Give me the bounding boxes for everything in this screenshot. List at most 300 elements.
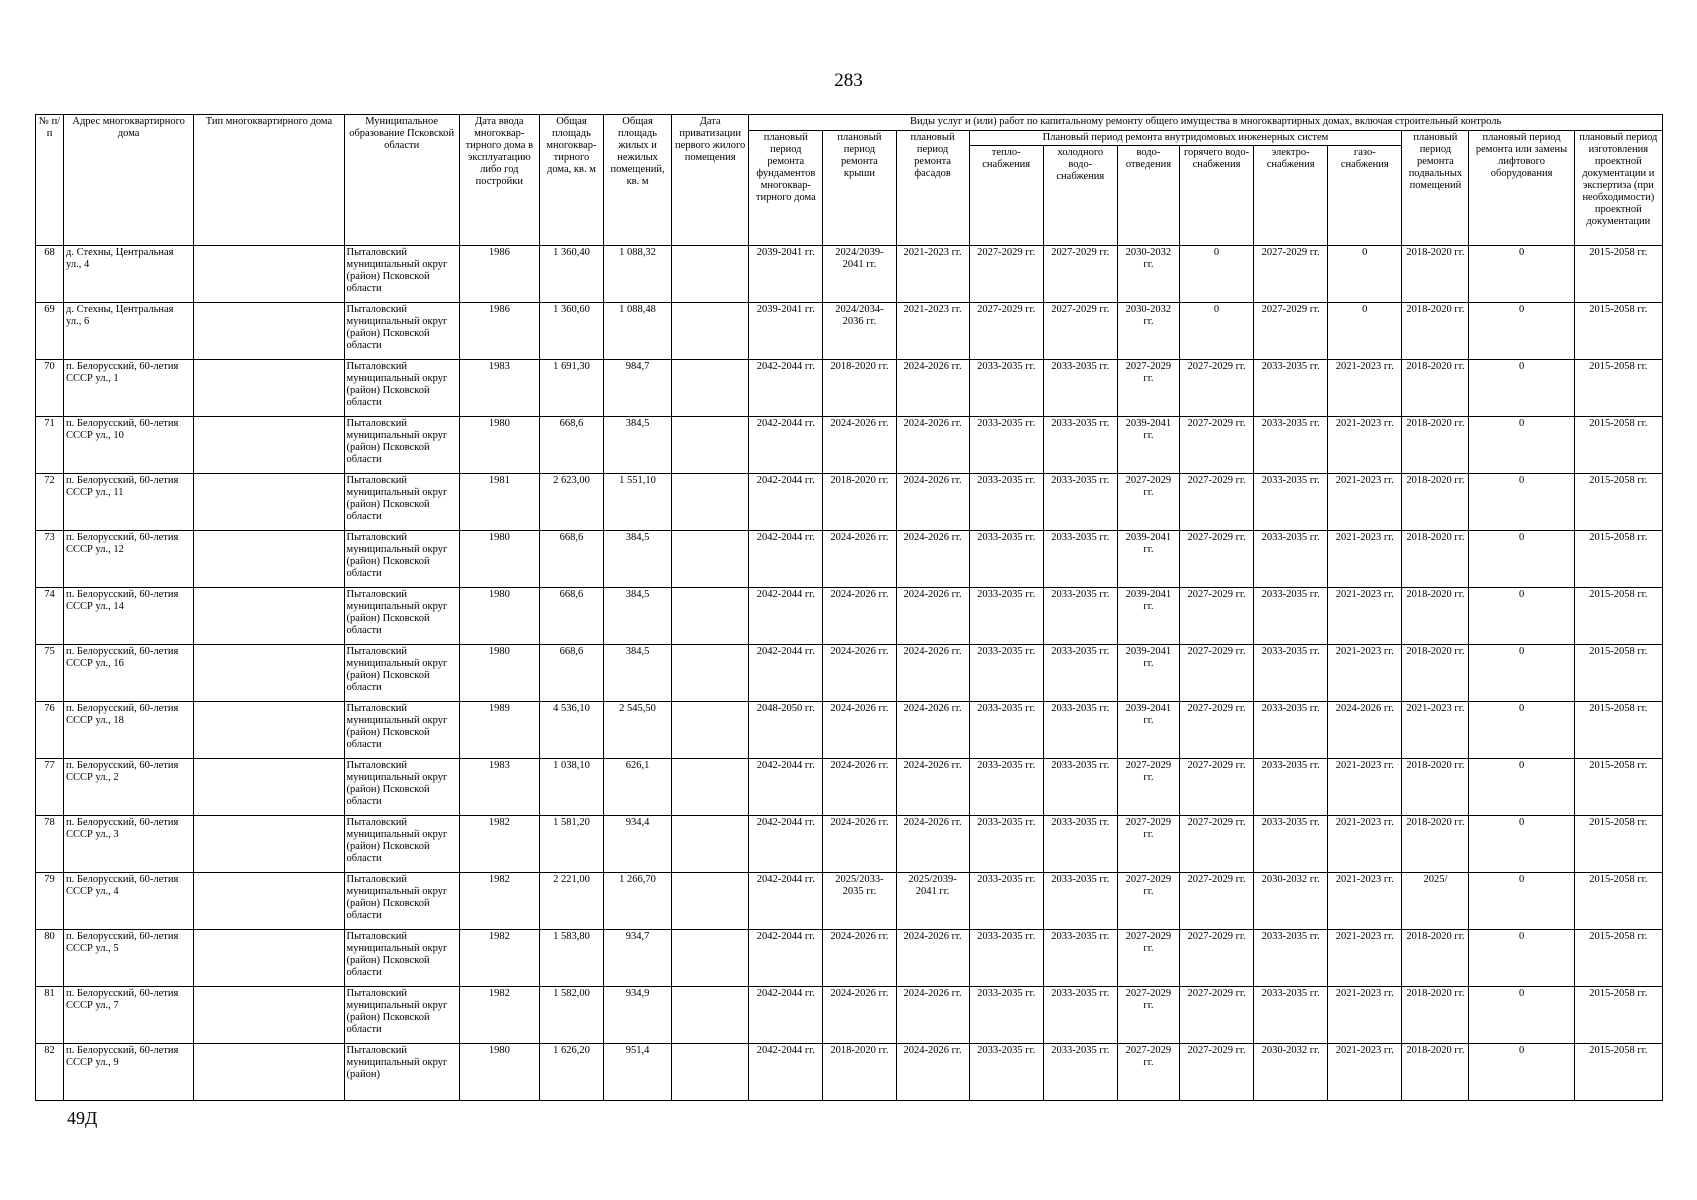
cell-gas: 2021-2023 гг. [1328,417,1402,474]
cell-foundation: 2042-2044 гг. [749,645,823,702]
cell-type [194,759,344,816]
cell-total-area: 668,6 [539,588,603,645]
header-gas: газо-снабжения [1328,146,1402,246]
header-total-area: Общая площадь многоквар-тирного дома, кв. м [539,115,603,246]
cell-num: 79 [36,873,64,930]
cell-gas: 2021-2023 гг. [1328,930,1402,987]
cell-design: 2015-2058 гг. [1574,1044,1662,1101]
cell-address: п. Белорусский, 60-летия СССР ул., 2 [64,759,194,816]
cell-living-area: 384,5 [604,531,672,588]
cell-living-area: 934,7 [604,930,672,987]
cell-elevator: 0 [1469,417,1574,474]
cell-facade: 2024-2026 гг. [896,531,969,588]
cell-design: 2015-2058 гг. [1574,531,1662,588]
cell-type [194,417,344,474]
cell-heat: 2033-2035 гг. [969,417,1043,474]
cell-privatization [672,303,749,360]
cell-type [194,873,344,930]
cell-facade: 2024-2026 гг. [896,930,969,987]
table-row [36,531,1663,588]
table-row [36,873,1663,930]
cell-hot-water: 2027-2029 гг. [1179,1044,1253,1101]
cell-basement: 2018-2020 гг. [1402,645,1469,702]
cell-privatization [672,987,749,1044]
cell-type [194,474,344,531]
cell-facade: 2021-2023 гг. [896,246,969,303]
cell-sewer: 2039-2041 гг. [1117,531,1179,588]
cell-basement: 2018-2020 гг. [1402,474,1469,531]
cell-basement: 2018-2020 гг. [1402,816,1469,873]
cell-gas: 2021-2023 гг. [1328,759,1402,816]
cell-basement: 2018-2020 гг. [1402,588,1469,645]
cell-type [194,531,344,588]
table-row [36,930,1663,987]
cell-design: 2015-2058 гг. [1574,246,1662,303]
header-sewer: водо-отведения [1117,146,1179,246]
cell-electric: 2033-2035 гг. [1254,474,1328,531]
cell-hot-water: 2027-2029 гг. [1179,588,1253,645]
cell-electric: 2033-2035 гг. [1254,588,1328,645]
cell-gas: 2021-2023 гг. [1328,474,1402,531]
cell-living-area: 384,5 [604,645,672,702]
cell-living-area: 1 088,48 [604,303,672,360]
cell-basement: 2025/ [1402,873,1469,930]
cell-num: 74 [36,588,64,645]
cell-living-area: 1 266,70 [604,873,672,930]
cell-basement: 2018-2020 гг. [1402,759,1469,816]
table-row [36,816,1663,873]
cell-gas: 2024-2026 гг. [1328,702,1402,759]
header-elevator: плановый период ремонта или замены лифтового оборудования [1469,131,1574,246]
cell-heat: 2033-2035 гг. [969,759,1043,816]
cell-living-area: 2 545,50 [604,702,672,759]
cell-hot-water: 2027-2029 гг. [1179,474,1253,531]
cell-privatization [672,246,749,303]
table-row [36,1044,1663,1101]
cell-heat: 2033-2035 гг. [969,531,1043,588]
cell-type [194,930,344,987]
cell-commission: 1980 [459,531,539,588]
cell-elevator: 0 [1469,816,1574,873]
cell-cold-water: 2033-2035 гг. [1043,474,1117,531]
table-row [36,417,1663,474]
cell-commission: 1980 [459,588,539,645]
cell-commission: 1981 [459,474,539,531]
cell-total-area: 1 038,10 [539,759,603,816]
cell-roof: 2024-2026 гг. [823,759,896,816]
cell-heat: 2033-2035 гг. [969,987,1043,1044]
cell-cold-water: 2033-2035 гг. [1043,531,1117,588]
cell-commission: 1980 [459,1044,539,1101]
table-row [36,759,1663,816]
cell-cold-water: 2033-2035 гг. [1043,873,1117,930]
cell-foundation: 2042-2044 гг. [749,588,823,645]
header-basement: плановый период ремонта подвальных помещений [1402,131,1469,246]
cell-basement: 2018-2020 гг. [1402,987,1469,1044]
cell-basement: 2018-2020 гг. [1402,531,1469,588]
cell-privatization [672,873,749,930]
cell-total-area: 1 691,30 [539,360,603,417]
capital-repair-table [35,114,1663,1101]
header-facade: плановый период ремонта фасадов [896,131,969,246]
cell-elevator: 0 [1469,873,1574,930]
cell-elevator: 0 [1469,246,1574,303]
cell-commission: 1982 [459,816,539,873]
cell-foundation: 2042-2044 гг. [749,987,823,1044]
cell-gas: 0 [1328,246,1402,303]
cell-roof: 2024/2039-2041 гг. [823,246,896,303]
cell-cold-water: 2027-2029 гг. [1043,303,1117,360]
cell-hot-water: 2027-2029 гг. [1179,873,1253,930]
cell-municipality: Пыталовский муниципальный округ (район) Псковской области [344,360,459,417]
cell-sewer: 2027-2029 гг. [1117,873,1179,930]
cell-municipality: Пыталовский муниципальный округ (район) Псковской области [344,987,459,1044]
footer-code: 49Д [67,1108,98,1128]
cell-hot-water: 2027-2029 гг. [1179,816,1253,873]
cell-total-area: 1 360,40 [539,246,603,303]
cell-electric: 2030-2032 гг. [1254,1044,1328,1101]
cell-commission: 1982 [459,987,539,1044]
cell-facade: 2024-2026 гг. [896,759,969,816]
cell-facade: 2024-2026 гг. [896,702,969,759]
cell-num: 73 [36,531,64,588]
cell-gas: 2021-2023 гг. [1328,1044,1402,1101]
header-foundation: плановый период ремонта фундаментов многоквар-тирного дома [749,131,823,246]
cell-elevator: 0 [1469,303,1574,360]
cell-municipality: Пыталовский муниципальный округ (район) Псковской области [344,246,459,303]
cell-roof: 2018-2020 гг. [823,360,896,417]
cell-elevator: 0 [1469,360,1574,417]
cell-municipality: Пыталовский муниципальный округ (район) Псковской области [344,303,459,360]
cell-municipality: Пыталовский муниципальный округ (район) Псковской области [344,816,459,873]
cell-type [194,588,344,645]
cell-elevator: 0 [1469,474,1574,531]
cell-heat: 2033-2035 гг. [969,702,1043,759]
cell-roof: 2024-2026 гг. [823,588,896,645]
cell-electric: 2033-2035 гг. [1254,987,1328,1044]
cell-address: п. Белорусский, 60-летия СССР ул., 16 [64,645,194,702]
cell-hot-water: 2027-2029 гг. [1179,759,1253,816]
cell-sewer: 2039-2041 гг. [1117,588,1179,645]
cell-elevator: 0 [1469,588,1574,645]
cell-hot-water: 2027-2029 гг. [1179,930,1253,987]
cell-num: 70 [36,360,64,417]
cell-gas: 0 [1328,303,1402,360]
cell-municipality: Пыталовский муниципальный округ (район) Псковской области [344,759,459,816]
cell-municipality: Пыталовский муниципальный округ (район) [344,1044,459,1101]
cell-roof: 2024-2026 гг. [823,816,896,873]
cell-sewer: 2030-2032 гг. [1117,246,1179,303]
cell-facade: 2024-2026 гг. [896,588,969,645]
cell-commission: 1982 [459,873,539,930]
cell-address: п. Белорусский, 60-летия СССР ул., 18 [64,702,194,759]
cell-sewer: 2039-2041 гг. [1117,417,1179,474]
cell-electric: 2033-2035 гг. [1254,417,1328,474]
cell-design: 2015-2058 гг. [1574,702,1662,759]
cell-roof: 2024/2034-2036 гг. [823,303,896,360]
cell-living-area: 626,1 [604,759,672,816]
cell-privatization [672,474,749,531]
cell-design: 2015-2058 гг. [1574,987,1662,1044]
cell-design: 2015-2058 гг. [1574,474,1662,531]
cell-hot-water: 0 [1179,303,1253,360]
cell-address: п. Белорусский, 60-летия СССР ул., 3 [64,816,194,873]
cell-total-area: 668,6 [539,531,603,588]
cell-sewer: 2027-2029 гг. [1117,360,1179,417]
cell-type [194,816,344,873]
cell-foundation: 2039-2041 гг. [749,303,823,360]
cell-living-area: 384,5 [604,588,672,645]
cell-foundation: 2042-2044 гг. [749,759,823,816]
cell-foundation: 2048-2050 гг. [749,702,823,759]
cell-hot-water: 2027-2029 гг. [1179,417,1253,474]
cell-facade: 2025/2039-2041 гг. [896,873,969,930]
header-municipality: Муниципальное образование Псковской области [344,115,459,246]
cell-facade: 2024-2026 гг. [896,360,969,417]
cell-foundation: 2042-2044 гг. [749,474,823,531]
cell-electric: 2033-2035 гг. [1254,702,1328,759]
cell-type [194,987,344,1044]
cell-hot-water: 2027-2029 гг. [1179,987,1253,1044]
cell-hot-water: 0 [1179,246,1253,303]
cell-living-area: 984,7 [604,360,672,417]
cell-privatization [672,531,749,588]
cell-cold-water: 2027-2029 гг. [1043,246,1117,303]
cell-num: 82 [36,1044,64,1101]
cell-gas: 2021-2023 гг. [1328,360,1402,417]
cell-electric: 2033-2035 гг. [1254,930,1328,987]
cell-sewer: 2027-2029 гг. [1117,1044,1179,1101]
cell-gas: 2021-2023 гг. [1328,873,1402,930]
cell-electric: 2027-2029 гг. [1254,303,1328,360]
cell-living-area: 1 551,10 [604,474,672,531]
cell-sewer: 2039-2041 гг. [1117,645,1179,702]
cell-heat: 2033-2035 гг. [969,1044,1043,1101]
cell-design: 2015-2058 гг. [1574,417,1662,474]
table-row [36,303,1663,360]
cell-elevator: 0 [1469,987,1574,1044]
cell-cold-water: 2033-2035 гг. [1043,1044,1117,1101]
header-hot-water: горячего водо-снабжения [1179,146,1253,246]
cell-living-area: 384,5 [604,417,672,474]
header-privatization: Дата приватизации первого жилого помещения [672,115,749,246]
cell-electric: 2027-2029 гг. [1254,246,1328,303]
cell-heat: 2027-2029 гг. [969,246,1043,303]
cell-privatization [672,417,749,474]
header-commission: Дата ввода многоквар-тирного дома в эксплуатацию либо год постройки [459,115,539,246]
cell-design: 2015-2058 гг. [1574,930,1662,987]
header-address: Адрес многоквартирного дома [64,115,194,246]
cell-basement: 2018-2020 гг. [1402,303,1469,360]
cell-commission: 1983 [459,360,539,417]
cell-facade: 2021-2023 гг. [896,303,969,360]
cell-sewer: 2027-2029 гг. [1117,816,1179,873]
cell-gas: 2021-2023 гг. [1328,531,1402,588]
cell-hot-water: 2027-2029 гг. [1179,360,1253,417]
cell-elevator: 0 [1469,702,1574,759]
cell-living-area: 934,4 [604,816,672,873]
cell-cold-water: 2033-2035 гг. [1043,702,1117,759]
cell-design: 2015-2058 гг. [1574,816,1662,873]
cell-total-area: 1 360,60 [539,303,603,360]
cell-num: 78 [36,816,64,873]
cell-num: 76 [36,702,64,759]
cell-hot-water: 2027-2029 гг. [1179,702,1253,759]
cell-foundation: 2042-2044 гг. [749,531,823,588]
cell-facade: 2024-2026 гг. [896,645,969,702]
cell-elevator: 0 [1469,1044,1574,1101]
cell-sewer: 2027-2029 гг. [1117,987,1179,1044]
cell-total-area: 1 581,20 [539,816,603,873]
cell-heat: 2033-2035 гг. [969,360,1043,417]
cell-cold-water: 2033-2035 гг. [1043,417,1117,474]
cell-design: 2015-2058 гг. [1574,588,1662,645]
table-row [36,987,1663,1044]
cell-num: 72 [36,474,64,531]
cell-facade: 2024-2026 гг. [896,417,969,474]
cell-foundation: 2042-2044 гг. [749,417,823,474]
cell-address: п. Белорусский, 60-летия СССР ул., 11 [64,474,194,531]
table-row [36,588,1663,645]
cell-sewer: 2027-2029 гг. [1117,474,1179,531]
cell-cold-water: 2033-2035 гг. [1043,987,1117,1044]
cell-heat: 2033-2035 гг. [969,930,1043,987]
cell-elevator: 0 [1469,930,1574,987]
cell-facade: 2024-2026 гг. [896,1044,969,1101]
cell-facade: 2024-2026 гг. [896,474,969,531]
cell-elevator: 0 [1469,759,1574,816]
cell-address: п. Белорусский, 60-летия СССР ул., 12 [64,531,194,588]
cell-commission: 1986 [459,303,539,360]
cell-commission: 1980 [459,417,539,474]
table-row [36,702,1663,759]
cell-municipality: Пыталовский муниципальный округ (район) Псковской области [344,588,459,645]
cell-num: 81 [36,987,64,1044]
cell-privatization [672,588,749,645]
cell-privatization [672,1044,749,1101]
cell-foundation: 2042-2044 гг. [749,360,823,417]
cell-cold-water: 2033-2035 гг. [1043,360,1117,417]
cell-elevator: 0 [1469,531,1574,588]
cell-address: п. Белорусский, 60-летия СССР ул., 5 [64,930,194,987]
header-heat: тепло-снабжения [969,146,1043,246]
cell-cold-water: 2033-2035 гг. [1043,816,1117,873]
cell-privatization [672,645,749,702]
cell-type [194,303,344,360]
cell-total-area: 2 623,00 [539,474,603,531]
cell-sewer: 2039-2041 гг. [1117,702,1179,759]
cell-commission: 1989 [459,702,539,759]
cell-type [194,702,344,759]
cell-num: 71 [36,417,64,474]
cell-electric: 2030-2032 гг. [1254,873,1328,930]
cell-privatization [672,360,749,417]
cell-electric: 2033-2035 гг. [1254,759,1328,816]
header-works-group: Виды услуг и (или) работ по капитальному ремонту общего имущества в многоквартирных домах, включая строительный контроль [749,115,1663,131]
cell-roof: 2024-2026 гг. [823,930,896,987]
cell-num: 80 [36,930,64,987]
cell-foundation: 2039-2041 гг. [749,246,823,303]
cell-cold-water: 2033-2035 гг. [1043,645,1117,702]
cell-address: п. Белорусский, 60-летия СССР ул., 7 [64,987,194,1044]
cell-heat: 2033-2035 гг. [969,645,1043,702]
cell-privatization [672,759,749,816]
cell-cold-water: 2033-2035 гг. [1043,930,1117,987]
cell-electric: 2033-2035 гг. [1254,360,1328,417]
cell-roof: 2024-2026 гг. [823,702,896,759]
cell-electric: 2033-2035 гг. [1254,816,1328,873]
cell-commission: 1983 [459,759,539,816]
cell-sewer: 2030-2032 гг. [1117,303,1179,360]
cell-cold-water: 2033-2035 гг. [1043,588,1117,645]
cell-heat: 2033-2035 гг. [969,588,1043,645]
cell-address: п. Белорусский, 60-летия СССР ул., 4 [64,873,194,930]
cell-roof: 2025/2033-2035 гг. [823,873,896,930]
cell-address: п. Белорусский, 60-летия СССР ул., 14 [64,588,194,645]
cell-type [194,1044,344,1101]
cell-sewer: 2027-2029 гг. [1117,759,1179,816]
cell-basement: 2018-2020 гг. [1402,360,1469,417]
cell-total-area: 668,6 [539,645,603,702]
cell-total-area: 2 221,00 [539,873,603,930]
cell-type [194,246,344,303]
cell-roof: 2024-2026 гг. [823,531,896,588]
cell-gas: 2021-2023 гг. [1328,816,1402,873]
cell-electric: 2033-2035 гг. [1254,645,1328,702]
cell-facade: 2024-2026 гг. [896,816,969,873]
table-row [36,474,1663,531]
page-number: 283 [834,70,863,91]
cell-cold-water: 2033-2035 гг. [1043,759,1117,816]
cell-living-area: 1 088,32 [604,246,672,303]
cell-sewer: 2027-2029 гг. [1117,930,1179,987]
header-electric: электро-снабжения [1254,146,1328,246]
cell-municipality: Пыталовский муниципальный округ (район) Псковской области [344,474,459,531]
header-cold-water: холодного водо-снабжения [1043,146,1117,246]
cell-total-area: 1 626,20 [539,1044,603,1101]
cell-total-area: 1 583,80 [539,930,603,987]
cell-address: д. Стехны, Центральная ул., 6 [64,303,194,360]
table-row [36,246,1663,303]
cell-type [194,360,344,417]
cell-foundation: 2042-2044 гг. [749,816,823,873]
cell-design: 2015-2058 гг. [1574,303,1662,360]
cell-heat: 2033-2035 гг. [969,816,1043,873]
cell-municipality: Пыталовский муниципальный округ (район) Псковской области [344,417,459,474]
cell-municipality: Пыталовский муниципальный округ (район) Псковской области [344,930,459,987]
cell-design: 2015-2058 гг. [1574,645,1662,702]
cell-address: д. Стехны, Центральная ул., 4 [64,246,194,303]
cell-privatization [672,702,749,759]
cell-num: 69 [36,303,64,360]
cell-privatization [672,930,749,987]
cell-privatization [672,816,749,873]
table-row [36,360,1663,417]
cell-electric: 2033-2035 гг. [1254,531,1328,588]
cell-heat: 2027-2029 гг. [969,303,1043,360]
cell-heat: 2033-2035 гг. [969,474,1043,531]
cell-basement: 2018-2020 гг. [1402,930,1469,987]
header-roof: плановый период ремонта крыши [823,131,896,246]
cell-facade: 2024-2026 гг. [896,987,969,1044]
cell-address: п. Белорусский, 60-летия СССР ул., 1 [64,360,194,417]
cell-num: 68 [36,246,64,303]
cell-municipality: Пыталовский муниципальный округ (район) Псковской области [344,531,459,588]
cell-address: п. Белорусский, 60-летия СССР ул., 10 [64,417,194,474]
header-type: Тип многоквартирного дома [194,115,344,246]
cell-municipality: Пыталовский муниципальный округ (район) Псковской области [344,873,459,930]
cell-basement: 2018-2020 гг. [1402,417,1469,474]
